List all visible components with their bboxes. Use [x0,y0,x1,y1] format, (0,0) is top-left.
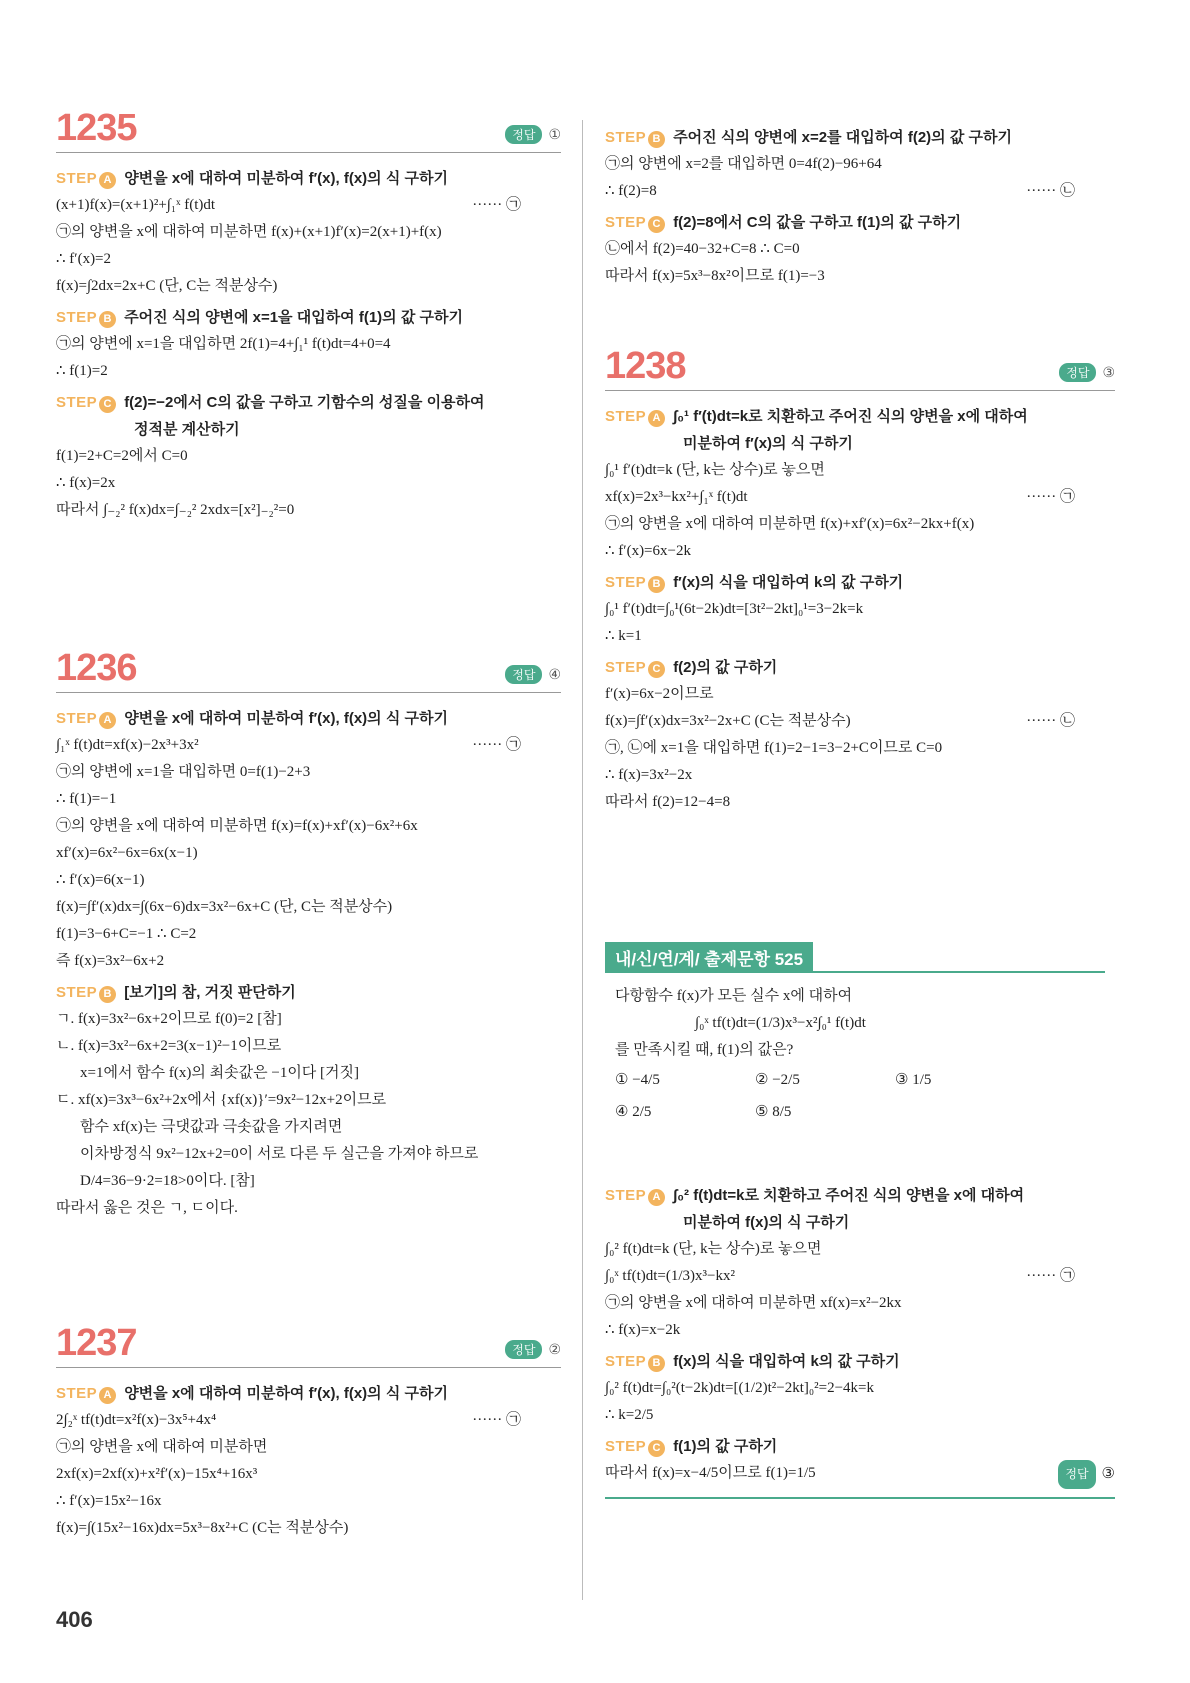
step-b: STEP B f(x)의 식을 대입하여 k의 값 구하기 [605,1353,900,1370]
end-rule [605,1497,1115,1499]
step-c: STEP C f(1)의 값 구하기 [605,1438,778,1455]
step-b: STEP B 주어진 식의 양변에 x=1을 대입하여 f(1)의 값 구하기 [56,309,463,326]
problem-number: 1235 [56,107,137,149]
problem-number: 1237 [56,1322,137,1364]
step-b: STEP B 주어진 식의 양변에 x=2를 대입하여 f(2)의 값 구하기 [605,129,1012,146]
step-c: STEP C f(2)의 값 구하기 [605,659,778,676]
choice-1: ① −4/5 [615,1072,660,1088]
related-problem-525: 내/신/연/계/ 출제문항 525 다항함수 f(x)가 모든 실수 x에 대하여 ∫₀ˣ tf(t)dt=(1/3)x³−x²∫₀¹ f(t)dt 를 만족시킬 때, f(1)의 값은? ① −4/5 ② −2/5 ③ 1/5 ④ 2/5 ⑤ 8/5 [605,942,1105,1128]
step-a: STEP A 양변을 x에 대하여 미분하여 f′(x), f(x)의 식 구하기 [56,710,448,727]
column-divider [582,120,583,1600]
related-problem-heading: 내/신/연/계/ 출제문항 525 [605,942,813,973]
problem-number: 1236 [56,647,137,689]
problem-1237: 1237 정답 ② STEP A 양변을 x에 대하여 미분하여 f′(x), f(x)의 식 구하기 2∫₂ˣ tf(t)dt=x²f(x)−3x⁵+4x⁴ ······ ㉠ ㉠의 양변을 x에 대하여 미분하면 2xf(x)=2xf(x)+x²f′(x)−15x⁴+16x³ ∴ f′(x)=15x²−16x f(x)=∫(15x²−16x)dx=5x³−8x²+C (C는 적분상수) [56,1322,561,1536]
choice-5: ⑤ 8/5 [755,1104,792,1120]
page-number: 406 [56,1607,93,1632]
step-a: STEP A 양변을 x에 대하여 미분하여 f′(x), f(x)의 식 구하기 [56,170,448,187]
choice-4: ④ 2/5 [615,1104,652,1120]
problem-1235: 1235 정답 ① STEP A 양변을 x에 대하여 미분하여 f′(x), f(x)의 식 구하기 (x+1)f(x)=(x+1)²+∫₁ˣ f(t)dt ······ ㉠ ㉠의 양변을 x에 대하여 미분하면 f(x)+(x+1)f′(x)=2(x+1)+f(x) ∴ f′(x)=2 f(x)=∫2dx=2x+C (단, C는 적분상수) STEP B 주어진 식의 양변에 x=1을 대입하여 f(1)의 값 구하기 ㉠의 양변에 x=1을 대입하면 2f(1)=4+∫₁¹ f(t)dt=4+0=4 ∴ f(1)=2 STEP C f(2)=−2에서 C의 값을 구하고 기함수의 성질을 이용하여 정적분 계산하기 f(1)=2+C=2에서 C=0 ∴ f(x)=2x 따라서 ∫₋₂² f(x)dx=∫₋₂² 2xdx=[x²]₋₂²=0 [56,107,561,518]
step-c: STEP C f(2)=8에서 C의 값을 구하고 f(1)의 값 구하기 [605,214,962,231]
step-a: STEP A ∫₀² f(t)dt=k로 치환하고 주어진 식의 양변을 x에 대하여 [605,1187,1025,1204]
step-a: STEP A ∫₀¹ f′(t)dt=k로 치환하고 주어진 식의 양변을 x에 대하여 [605,408,1028,425]
answer-tag: 정답 ④ [505,665,561,684]
step-c: STEP C f(2)=−2에서 C의 값을 구하고 기함수의 성질을 이용하여 [56,394,485,411]
problem-1236: 1236 정답 ④ STEP A 양변을 x에 대하여 미분하여 f′(x), f(x)의 식 구하기 ∫₁ˣ f(t)dt=xf(x)−2x³+3x² ······ ㉠ ㉠의 양변에 x=1을 대입하면 0=f(1)−2+3 ∴ f(1)=−1 ㉠의 양변을 x에 대하여 미분하면 f(x)=f(x)+xf′(x)−6x²+6x xf′(x)=6x²−6x=6x(x−1) ∴ f′(x)=6(x−1) f(x)=∫f′(x)dx=∫(6x−6)dx=3x²−6x+C (단, C는 적분상수) f(1)=3−6+C=−1 ∴ C=2 즉 f(x)=3x²−6x+2 STEP B [보기]의 참, 거짓 판단하기 ㄱ. f(x)=3x²−6x+2이므로 f(0)=2 [참] ㄴ. f(x)=3x²−6x+2=3(x−1)²−1이므로 x=1에서 함수 f(x)의 최솟값은 −1이다 [거짓] ㄷ. xf(x)=3x³−6x²+2x에서 {xf(x)}′=9x²−12x+2이므로 함수 xf(x)는 극댓값과 극솟값을 가지려면 이차방정식 9x²−12x+2=0이 서로 다른 두 실근을 가져야 하므로 D/4=36−9·2=18>0이다. [참] 따라서 옳은 것은 ㄱ, ㄷ이다. [56,647,561,1216]
step-b: STEP B f′(x)의 식을 대입하여 k의 값 구하기 [605,574,904,591]
step-b: STEP B [보기]의 참, 거짓 판단하기 [56,984,296,1001]
problem-1238: 1238 정답 ③ STEP A ∫₀¹ f′(t)dt=k로 치환하고 주어진 식의 양변을 x에 대하여 미분하여 f′(x)의 식 구하기 ∫₀¹ f′(t)dt=k (단, k는 상수)로 놓으면 xf(x)=2x³−kx²+∫₁ˣ f(t)dt ······ ㉠ ㉠의 양변을 x에 대하여 미분하면 f(x)+xf′(x)=6x²−2kx+f(x) ∴ f′(x)=6x−2k STEP B f′(x)의 식을 대입하여 k의 값 구하기 ∫₀¹ f′(t)dt=∫₀¹(6t−2k)dt=[3t²−2kt]₀¹=3−2k=k ∴ k=1 STEP C f(2)의 값 구하기 f′(x)=6x−2이므로 f(x)=∫f′(x)dx=3x²−2x+C (C는 적분상수) ······ ㉡ ㉠, ㉡에 x=1을 대입하면 f(1)=2−1=3−2+C이므로 C=0 ∴ f(x)=3x²−2x 따라서 f(2)=12−4=8 [605,345,1115,810]
step-a: STEP A 양변을 x에 대하여 미분하여 f′(x), f(x)의 식 구하기 [56,1385,448,1402]
choice-2: ② −2/5 [755,1072,800,1088]
answer-tag: 정답 ② [505,1340,561,1359]
problem-1237-continued: STEP B 주어진 식의 양변에 x=2를 대입하여 f(2)의 값 구하기 ㉠의 양변에 x=2를 대입하면 0=4f(2)−96+64 ∴ f(2)=8 ······ ㉡ STEP C f(2)=8에서 C의 값을 구하고 f(1)의 값 구하기 ㉡에서 f(2)=40−32+C=8 ∴ C=0 따라서 f(x)=5x³−8x²이므로 f(1)=−3 [605,124,1115,290]
answer-tag: 정답 ③ [1059,363,1115,382]
answer-tag: 정답 ① [505,125,561,144]
choice-3: ③ 1/5 [895,1072,932,1088]
answer-choices [615,1064,1105,1128]
answer-tag: 정답 ③ [1058,1460,1115,1489]
problem-number: 1238 [605,345,686,387]
problem-525-solution: STEP A ∫₀² f(t)dt=k로 치환하고 주어진 식의 양변을 x에 대하여 미분하여 f(x)의 식 구하기 ∫₀² f(t)dt=k (단, k는 상수)로 놓으면 ∫₀ˣ tf(t)dt=(1/3)x³−kx² ······ ㉠ ㉠의 양변을 x에 대하여 미분하면 xf(x)=x²−2kx ∴ f(x)=x−2k STEP B f(x)의 식을 대입하여 k의 값 구하기 ∫₀² f(t)dt=∫₀²(t−2k)dt=[(1/2)t²−2kt]₀²=2−4k=k ∴ k=2/5 STEP C f(1)의 값 구하기 따라서 f(x)=x−4/5이므로 f(1)=1/5 정답 ③ [605,1178,1115,1499]
